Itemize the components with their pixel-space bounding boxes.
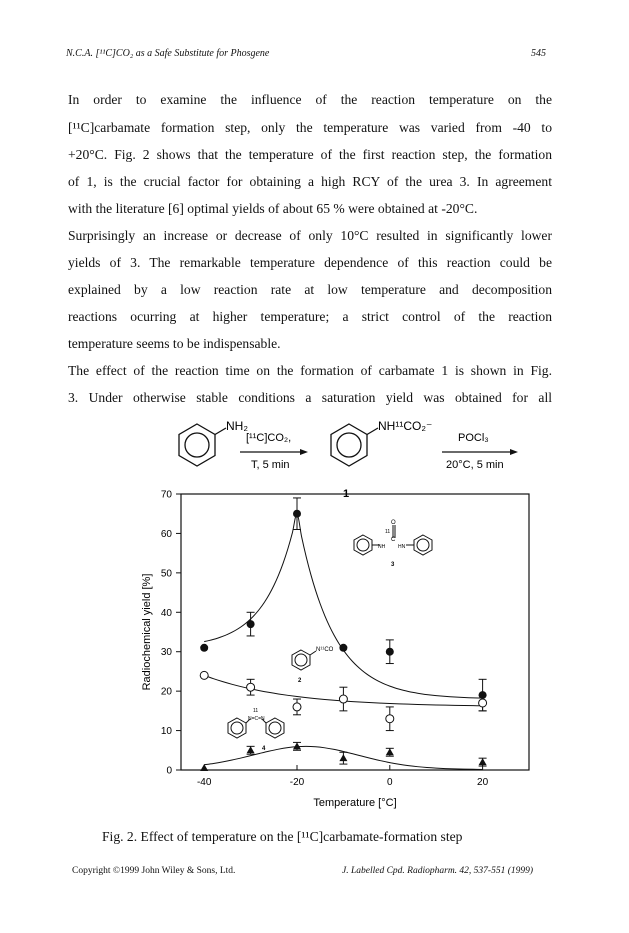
y-tick-label: 60 xyxy=(160,528,172,540)
data-point-series-2 xyxy=(293,703,301,711)
urea-o-label: O xyxy=(391,520,396,526)
data-point-series-2 xyxy=(479,699,487,707)
body-line: explained by a low reaction rate at low temperature and decomposition xyxy=(68,282,552,297)
data-point-series-2 xyxy=(247,683,255,691)
carbodiimide-isotope-label: 11 xyxy=(253,708,259,714)
x-axis-label: Temperature [°C] xyxy=(313,797,397,809)
body-line: 3. Under otherwise stable conditions a saturation yield was obtained for all xyxy=(68,390,552,405)
carbamate-group-label: NH¹¹CO₂⁻ xyxy=(378,419,433,433)
fit-curve-series-3 xyxy=(204,514,482,698)
body-line: Surprisingly an increase or decrease of only 10°C resulted in significantly lower xyxy=(68,228,552,243)
body-line: yields of 3. The remarkable temperature dependence of this reaction could be xyxy=(68,255,552,270)
data-point-series-3 xyxy=(200,644,208,652)
data-point-series-4 xyxy=(200,764,208,771)
urea-number-label: 3 xyxy=(391,562,395,568)
y-tick-label: 70 xyxy=(160,489,172,501)
data-point-series-3 xyxy=(339,644,347,652)
data-point-series-4 xyxy=(479,758,487,765)
data-point-series-4 xyxy=(247,746,255,753)
data-point-series-4 xyxy=(339,754,347,761)
body-line: The effect of the reaction time on the formation of carbamate 1 is shown in Fig. xyxy=(68,363,552,378)
running-header: N.C.A. [¹¹C]CO₂ as a Safe Substitute for Phosgene xyxy=(66,48,270,59)
y-tick-label: 50 xyxy=(160,568,172,580)
carbodiimide-number-label: 4 xyxy=(262,746,266,752)
data-point-series-3 xyxy=(293,510,301,518)
carbodiimide-group-label: N=C=N xyxy=(248,716,265,722)
reagent2-bottom: 20°C, 5 min xyxy=(446,459,504,471)
data-point-series-2 xyxy=(386,715,394,723)
y-tick-label: 0 xyxy=(166,765,172,777)
copyright-footer: Copyright ©1999 John Wiley & Sons, Ltd. xyxy=(72,866,236,876)
y-tick-label: 10 xyxy=(160,726,172,738)
body-line: of 1, is the crucial factor for obtaining a high RCY of the urea 3. In agreement xyxy=(68,174,552,189)
body-line: temperature seems to be indispensable. xyxy=(68,336,281,351)
data-point-series-2 xyxy=(200,671,208,679)
y-tick-label: 30 xyxy=(160,647,172,659)
data-point-series-3 xyxy=(247,620,255,628)
y-tick-label: 40 xyxy=(160,607,172,619)
urea-isotope-label: 11 xyxy=(385,529,391,535)
urea-hn-label: HN xyxy=(398,544,406,550)
x-tick-label: 0 xyxy=(387,777,393,788)
reagent1-bottom: T, 5 min xyxy=(251,459,290,471)
isocyanate-structure xyxy=(292,650,316,670)
data-point-series-3 xyxy=(386,648,394,656)
body-line: with the literature [6] optimal yields of about 65 % were obtained at -20°C. xyxy=(68,201,478,216)
x-tick-label: -20 xyxy=(289,777,305,788)
isocyanate-number-label: 2 xyxy=(298,678,302,684)
data-point-series-4 xyxy=(386,748,394,755)
x-tick-label: -40 xyxy=(196,777,212,788)
reagent1-top: [¹¹C]CO₂, xyxy=(246,432,292,444)
body-line: [¹¹C]carbamate formation step, only the temperature was varied from -40 to xyxy=(68,120,552,135)
reagent2-top: POCl₃ xyxy=(458,432,489,444)
body-line: In order to examine the influence of the reaction temperature on the xyxy=(68,92,552,107)
y-tick-label: 20 xyxy=(160,686,172,698)
compound-1-label: 1 xyxy=(343,488,350,500)
figure-caption: Fig. 2. Effect of temperature on the [¹¹C]carbamate-formation step xyxy=(102,829,463,844)
axis-ticks xyxy=(161,490,489,789)
x-tick-label: 20 xyxy=(477,777,489,788)
data-point-series-2 xyxy=(339,695,347,703)
journal-citation: J. Labelled Cpd. Radiopharm. 42, 537-551 (1999) xyxy=(342,866,534,876)
isocyanate-group-label: N¹¹CO xyxy=(316,647,334,653)
page-number: 545 xyxy=(531,48,546,59)
amine-group-label: NH₂ xyxy=(226,419,248,433)
body-line: reactions ocurring at higher temperature; a strict control of the reaction xyxy=(68,309,552,324)
urea-c-label: C xyxy=(391,537,396,543)
data-point-series-4 xyxy=(293,742,301,749)
body-line: +20°C. Fig. 2 shows that the temperature of the first reaction step, the formation xyxy=(68,147,552,162)
y-axis-label: Radiochemical yield [%] xyxy=(141,573,153,691)
urea-nh-label: NH xyxy=(378,544,386,550)
